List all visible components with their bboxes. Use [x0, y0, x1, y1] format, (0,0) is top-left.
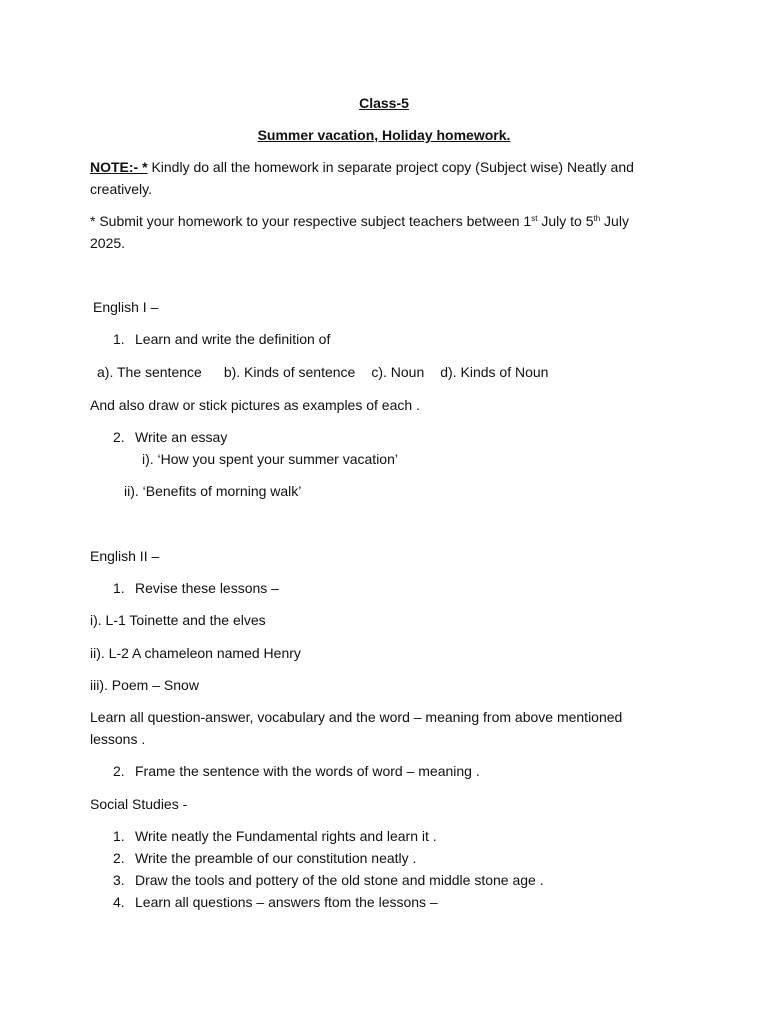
english1-heading: English I – — [93, 299, 159, 315]
submit-suffix: July 2025. — [90, 213, 629, 251]
social-studies-item — [113, 891, 683, 913]
english1-item-2-number: 2. — [113, 429, 125, 445]
social-studies-item-text: Write neatly the Fundamental rights and learn it . — [135, 828, 437, 844]
english2-item-1-number: 1. — [113, 580, 125, 596]
note-label: NOTE:- * — [90, 159, 148, 175]
social-studies-item-text: Write the preamble of our constitution neatly . — [135, 850, 417, 866]
note-paragraph — [90, 156, 660, 200]
submit-prefix: * Submit your homework to your respective subject teachers between 1 — [90, 213, 532, 229]
english2-item-2 — [113, 760, 683, 782]
english2-item-1-text: Revise these lessons – — [135, 580, 279, 596]
social-studies-item — [113, 825, 683, 847]
social-studies-item-number: 2. — [113, 850, 125, 866]
english2-item-2-number: 2. — [113, 763, 125, 779]
social-studies-item-number: 1. — [113, 828, 125, 844]
submit-paragraph — [90, 210, 660, 254]
submit-sup-1: st — [531, 214, 538, 223]
english2-lesson-ii: ii). L-2 A chameleon named Henry — [90, 645, 301, 661]
english1-option-b: b). Kinds of sentence — [223, 364, 356, 380]
english2-lesson-i: i). L-1 Toinette and the elves — [90, 612, 266, 628]
english1-item-2 — [113, 426, 683, 448]
english1-essay-i: i). ‘How you spent your summer vacation’ — [142, 451, 398, 467]
submit-sup-2: th — [593, 214, 601, 223]
english1-option-d: d). Kinds of Noun — [440, 364, 549, 380]
social-studies-heading: Social Studies - — [90, 796, 188, 812]
english1-item-1-number: 1. — [113, 331, 125, 347]
social-studies-item-number: 4. — [113, 894, 125, 910]
english2-learn-note: Learn all question-answer, vocabulary and the word – meaning from above mentioned lessons . — [90, 709, 623, 747]
english2-item-2-text: Frame the sentence with the words of word – meaning . — [135, 763, 480, 779]
english1-draw-note: And also draw or stick pictures as examples of each . — [90, 397, 420, 413]
social-studies-item-text: Learn all questions – answers ftom the lessons – — [135, 894, 438, 910]
english1-options-row — [97, 361, 667, 383]
english2-item-1 — [113, 577, 683, 599]
social-studies-item-text: Draw the tools and pottery of the old stone and middle stone age . — [135, 872, 544, 888]
english1-option-c: c). Noun — [371, 364, 425, 380]
note-text: Kindly do all the homework in separate project copy (Subject wise) Neatly and creatively. — [90, 159, 634, 197]
english1-item-2-text: Write an essay — [135, 429, 228, 445]
page-subtitle: Summer vacation, Holiday homework. — [257, 127, 511, 143]
social-studies-item-number: 3. — [113, 872, 125, 888]
english2-heading: English II – — [90, 548, 160, 564]
english2-lesson-iii: iii). Poem – Snow — [90, 677, 199, 693]
social-studies-item — [113, 847, 683, 869]
english1-option-a: a). The sentence — [97, 364, 202, 380]
english1-item-1 — [113, 328, 683, 350]
english1-essay-ii: ii). ‘Benefits of morning walk’ — [124, 483, 302, 499]
submit-mid: July to 5 — [537, 213, 594, 229]
social-studies-item — [113, 869, 683, 891]
english1-item-1-text: Learn and write the definition of — [135, 331, 331, 347]
class-title: Class-5 — [359, 95, 409, 111]
